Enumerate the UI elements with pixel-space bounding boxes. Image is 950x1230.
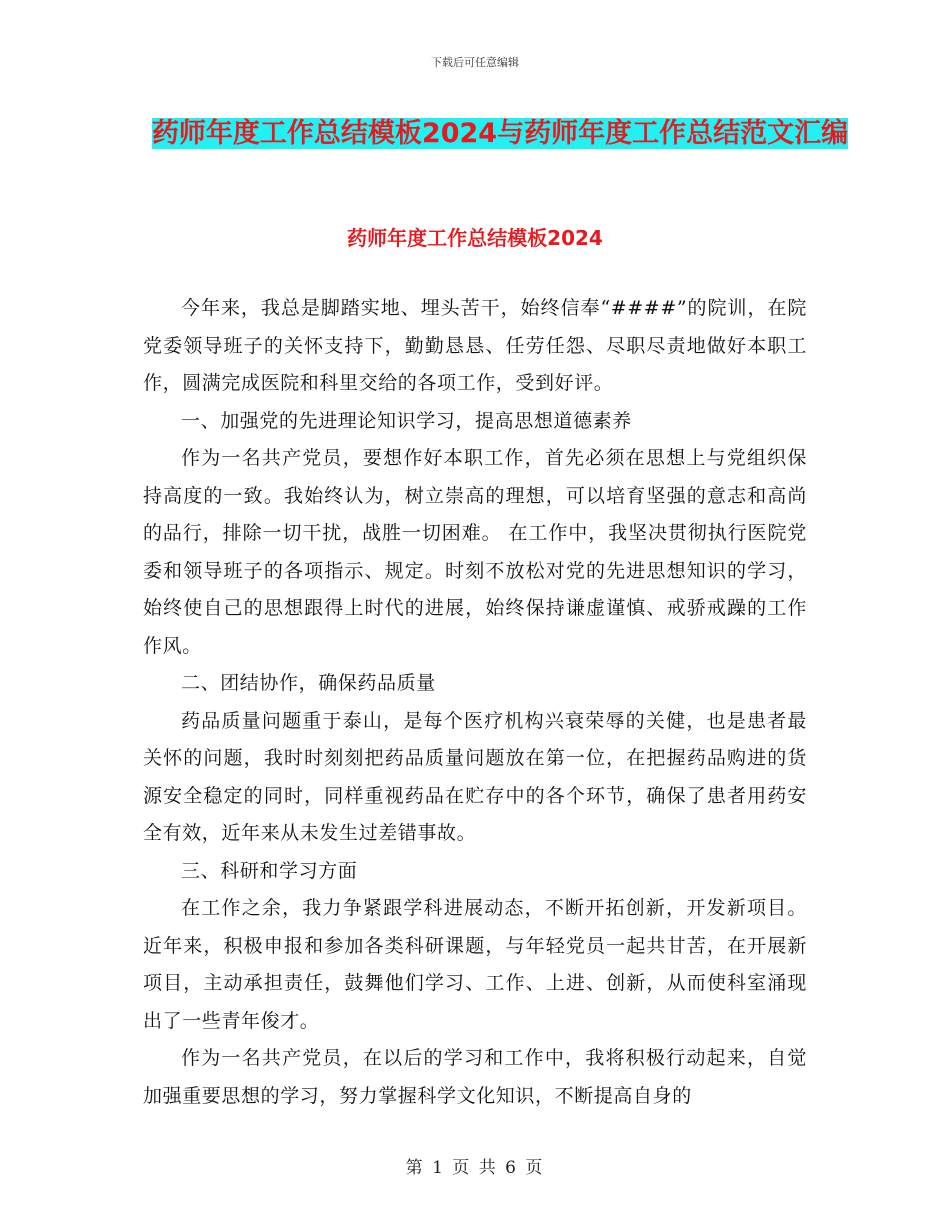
paragraph-section-2: 药品质量问题重于泰山，是每个医疗机构兴衰荣辱的关健，也是患者最关怀的问题，我时时刻刻把药品质量问题放在第一位，在把握药品购进的货源安全稳定的同时，同样重视药品在贮存中的各个环节，确保了患者用药安全有效，近年来从未发生过差错事故。 — [143, 709, 807, 844]
document-title — [140, 110, 860, 158]
heading-section-2: 二、团结协作，确保药品质量 — [181, 672, 436, 694]
document-body — [143, 290, 807, 1115]
paragraph-section-3: 在工作之余，我力争紧跟学科进展动态，不断开拓创新，开发新项目。近年来，积极申报和参加各类科研课题，与年轻党员一起共甘苦，在开展新项目，主动承担责任，鼓舞他们学习、工作、上进、创新，从而使科室涌现出了一些青年俊才。 — [143, 897, 807, 1032]
paragraph-closing: 作为一名共产党员，在以后的学习和工作中，我将积极行动起来，自觉加强重要思想的学习，努力掌握科学文化知识，不断提高自身的 — [143, 1047, 807, 1107]
document-title-text: 药师年度工作总结模板2024与药师年度工作总结范文汇编 — [151, 118, 849, 149]
heading-section-1: 一、加强党的先进理论知识学习，提高思想道德素养 — [181, 409, 632, 432]
paragraph-intro: 今年来，我总是脚踏实地、埋头苦干，始终信奉“####”的院训，在院党委领导班子的关怀支持下，勤勤恳恳、任劳任怨、尽职尽责地做好本职工作，圆满完成医院和科里交给的各项工作，受到好评。 — [143, 297, 807, 394]
page-footer: 第 1 页 共 6 页 — [405, 1158, 545, 1178]
heading-section-3: 三、科研和学习方面 — [181, 859, 358, 882]
paragraph-section-1: 作为一名共产党员，要想作好本职工作，首先必须在思想上与党组织保持高度的一致。我始终认为，树立崇高的理想，可以培育坚强的意志和高尚的品行，排除一切干扰，战胜一切困难。 在工作中，我坚决贯彻执行医院党委和领导班子的各项指示、规定。时刻不放松对党的先进思想知识的学习，始终使自己的思想跟得上时代的进展，始终保持谦虚谨慎、戒骄戒躁的工作作风。 — [143, 447, 807, 657]
header-note: 下载后可任意编辑 — [431, 56, 519, 69]
section-title: 药师年度工作总结模板2024 — [347, 226, 603, 250]
